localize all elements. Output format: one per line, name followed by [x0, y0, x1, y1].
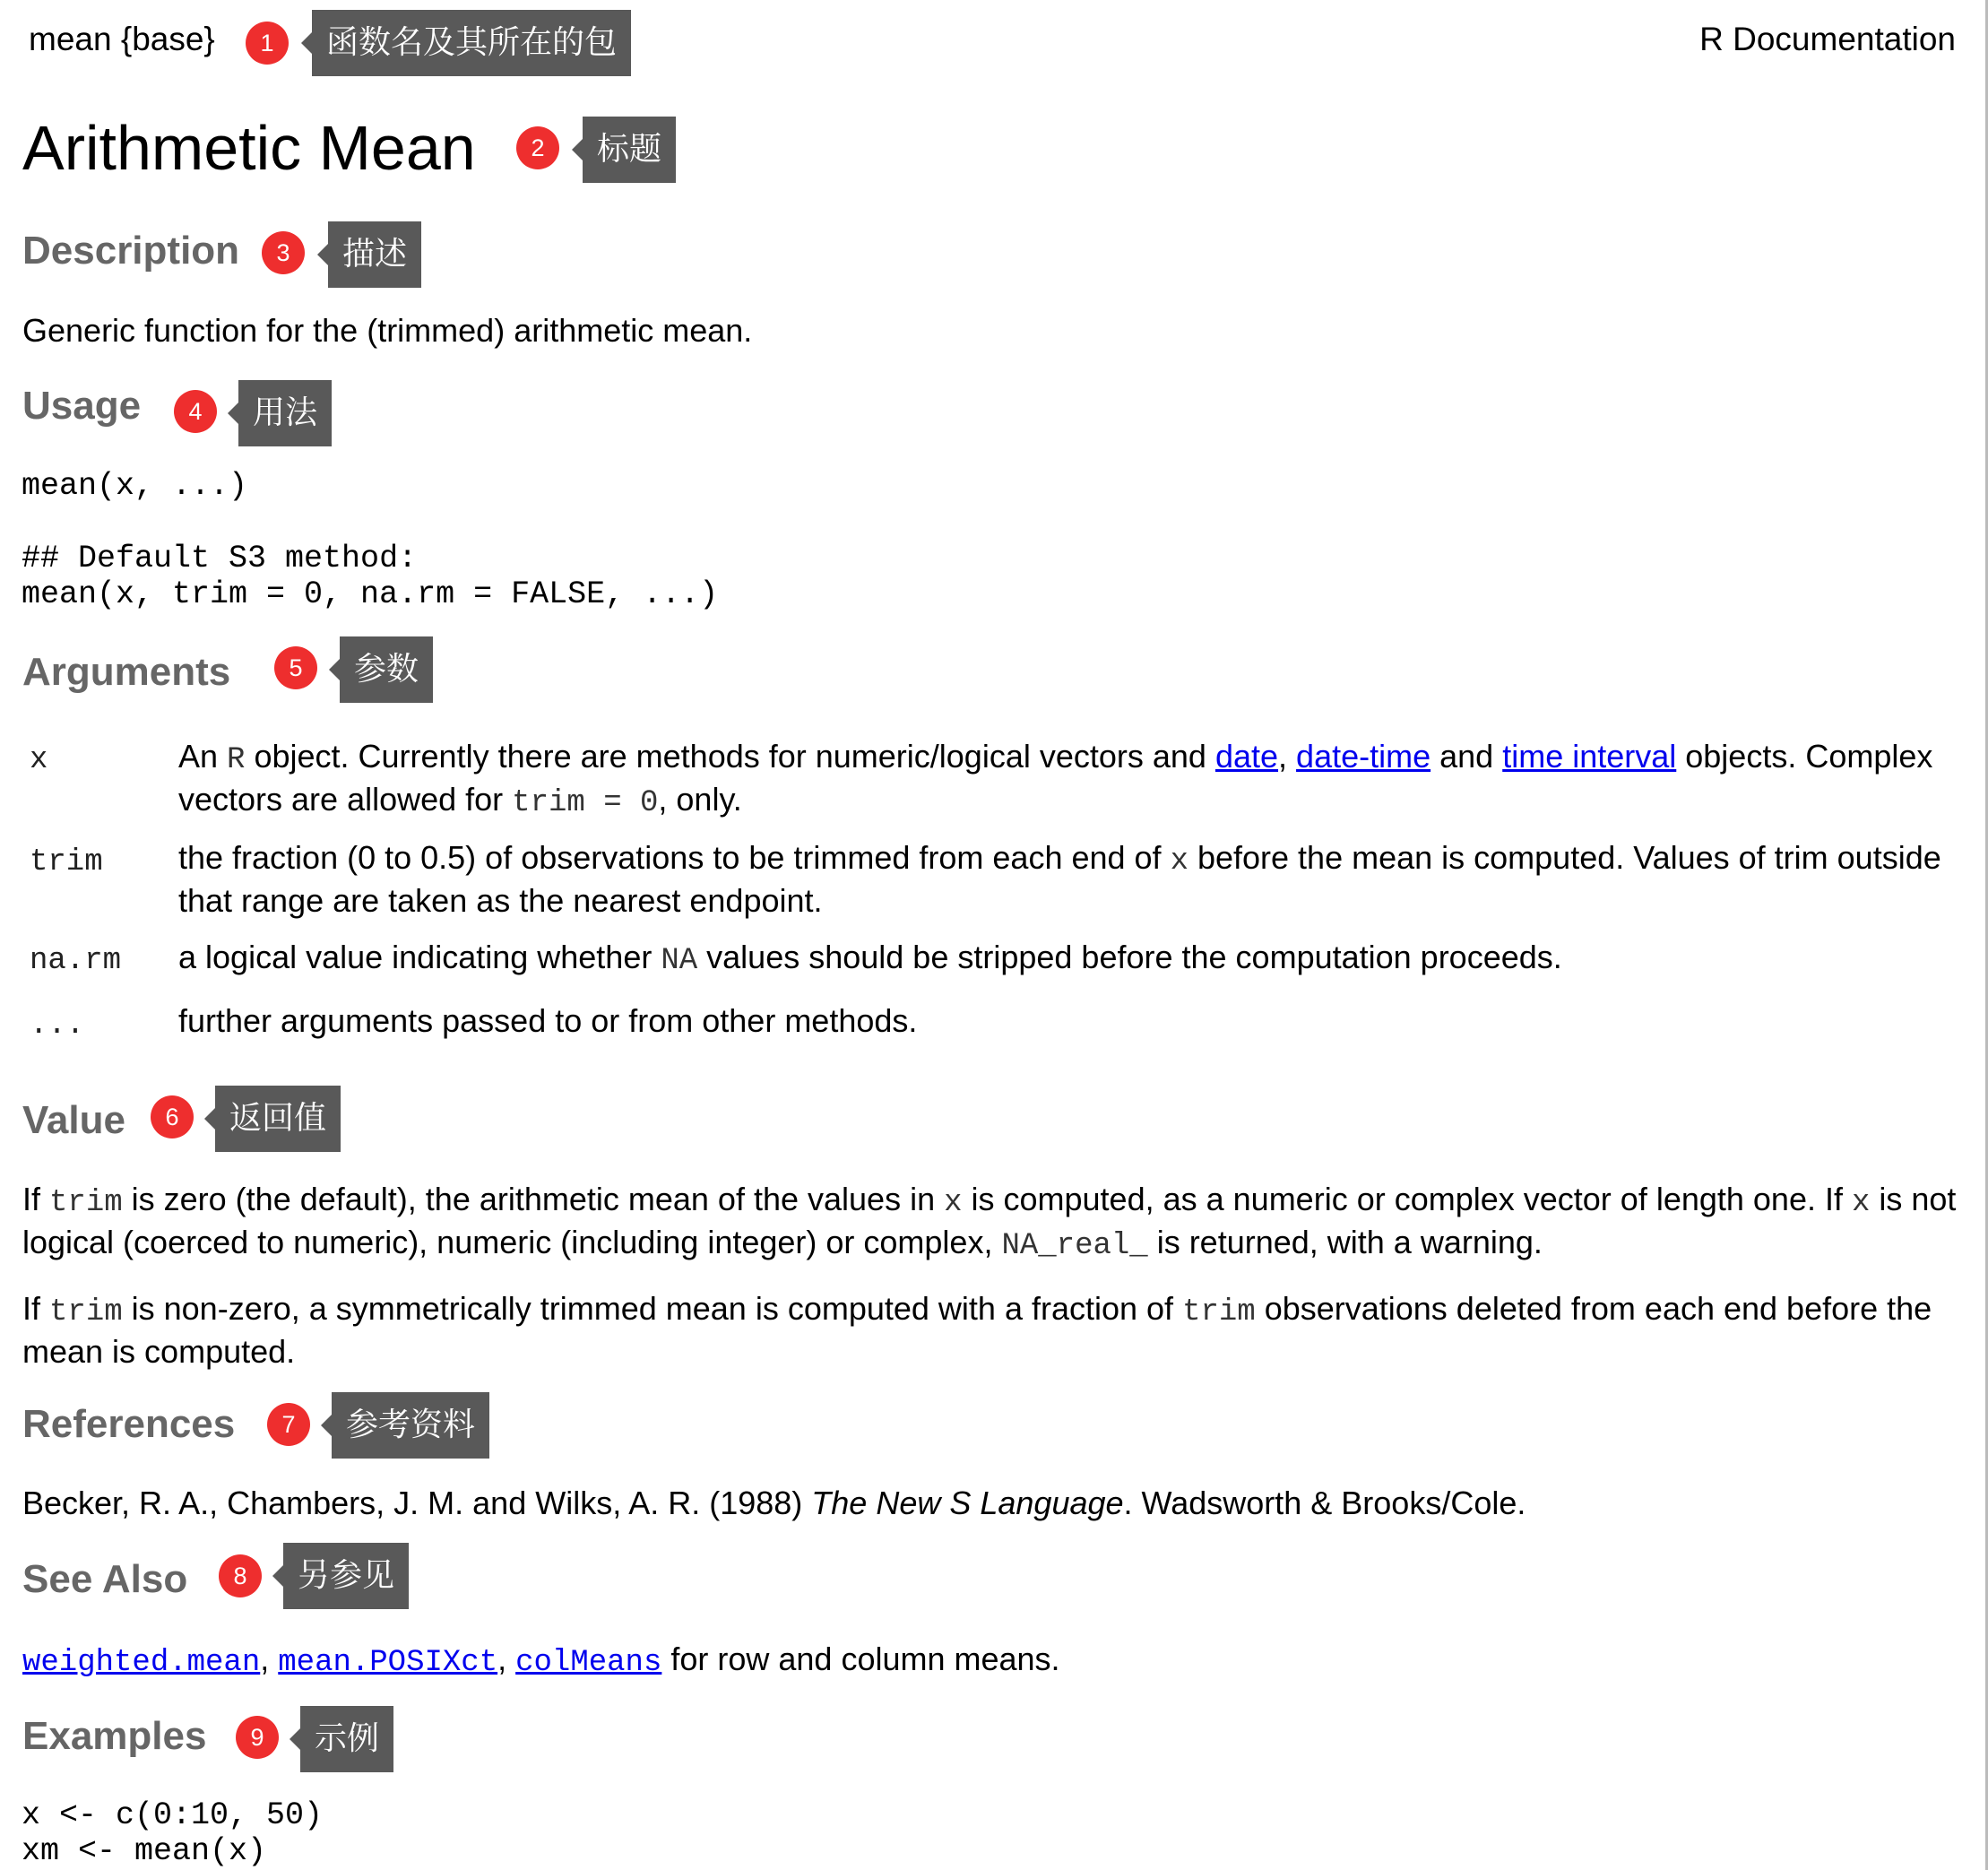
- section-heading-see-also: See Also: [22, 1557, 188, 1601]
- annotation-badge-2: 2: [516, 126, 559, 169]
- argument-desc-trim: the fraction (0 to 0.5) of observations to be trimmed from each end of x before the mean is computed. Values of trim outside that range are taken as the nearest endpoint.: [178, 839, 1941, 919]
- link-date[interactable]: date: [1214, 738, 1279, 775]
- section-heading-description: Description: [22, 229, 240, 273]
- argument-name-trim: trim: [30, 845, 103, 879]
- annotation-badge-3: 3: [262, 231, 305, 274]
- annotation-callout-1: 函数名及其所在的包: [312, 10, 631, 76]
- annotation-callout-5: 参数: [340, 636, 433, 703]
- annotation-callout-9: 示例: [300, 1706, 393, 1772]
- description-text: Generic function for the (trimmed) arithmetic mean.: [22, 312, 753, 349]
- r-documentation-label: R Documentation: [1699, 21, 1956, 57]
- usage-code-line-1: mean(x, ...): [22, 468, 248, 504]
- r-code: R: [227, 743, 246, 777]
- annotation-callout-7: 参考资料: [332, 1392, 489, 1459]
- annotation-callout-8: 另参见: [283, 1543, 409, 1609]
- value-paragraph-2: If trim is non-zero, a symmetrically trimmed mean is computed with a fraction of trim observations deleted from each end before the mean is computed.: [22, 1290, 1932, 1370]
- argument-desc-x: An R object. Currently there are methods for numeric/logical vectors and date, date-time and time interval objects. Complex vectors are allowed for trim = 0, only.: [178, 738, 1933, 820]
- link-weighted-mean[interactable]: weighted.mean: [22, 1646, 261, 1680]
- usage-code-line-2: ## Default S3 method:: [22, 541, 418, 576]
- section-heading-arguments: Arguments: [22, 650, 231, 694]
- argument-name-x: x: [30, 743, 48, 777]
- usage-code-line-3: mean(x, trim = 0, na.rm = FALSE, ...): [22, 576, 719, 612]
- annotation-badge-7: 7: [267, 1403, 310, 1446]
- annotation-badge-4: 4: [174, 390, 217, 433]
- section-heading-examples: Examples: [22, 1714, 207, 1758]
- value-paragraph-1: If trim is zero (the default), the arithmetic mean of the values in x is computed, as a numeric or complex vector of length one. If x is not logical (coerced to numeric), numeric (including integer) or complex, NA_real_ is returned, with a warning.: [22, 1181, 1957, 1263]
- page-title: Arithmetic Mean: [22, 113, 476, 183]
- link-mean-posixct[interactable]: mean.POSIXct: [278, 1646, 498, 1680]
- argument-desc-dots: further arguments passed to or from other methods.: [178, 1002, 918, 1039]
- annotation-callout-4: 用法: [238, 380, 332, 446]
- code-x: x: [1170, 844, 1188, 879]
- annotation-badge-9: 9: [236, 1716, 279, 1759]
- example-code-line-1: x <- c(0:10, 50): [22, 1797, 324, 1833]
- annotation-callout-6: 返回值: [215, 1086, 341, 1152]
- example-code-line-2: xm <- mean(x): [22, 1833, 267, 1869]
- see-also-text: weighted.mean, mean.POSIXct, colMeans for row and column means.: [22, 1641, 1060, 1680]
- link-colmeans[interactable]: colMeans: [515, 1646, 662, 1680]
- code-na: NA: [661, 944, 698, 978]
- package-label: mean {base}: [29, 21, 215, 57]
- section-heading-usage: Usage: [22, 384, 142, 428]
- annotation-callout-3: 描述: [328, 221, 421, 288]
- book-title: The New S Language: [811, 1485, 1124, 1521]
- annotation-badge-6: 6: [151, 1095, 194, 1138]
- code-trim-zero: trim = 0: [512, 786, 659, 820]
- link-date-time[interactable]: date-time: [1296, 738, 1431, 775]
- annotation-callout-2: 标题: [583, 117, 676, 183]
- references-text: Becker, R. A., Chambers, J. M. and Wilks, A. R. (1988) The New S Language. Wadsworth & Brooks/Cole.: [22, 1485, 1526, 1521]
- argument-desc-na-rm: a logical value indicating whether NA values should be stripped before the computation proceeds.: [178, 939, 1562, 978]
- annotation-badge-8: 8: [219, 1554, 262, 1597]
- annotation-badge-1: 1: [246, 22, 289, 65]
- link-time-interval[interactable]: time interval: [1502, 738, 1677, 775]
- annotation-badge-5: 5: [274, 646, 317, 689]
- argument-name-dots: ...: [30, 1009, 85, 1043]
- section-heading-references: References: [22, 1402, 236, 1446]
- argument-name-na-rm: na.rm: [30, 944, 122, 978]
- section-heading-value: Value: [22, 1098, 125, 1142]
